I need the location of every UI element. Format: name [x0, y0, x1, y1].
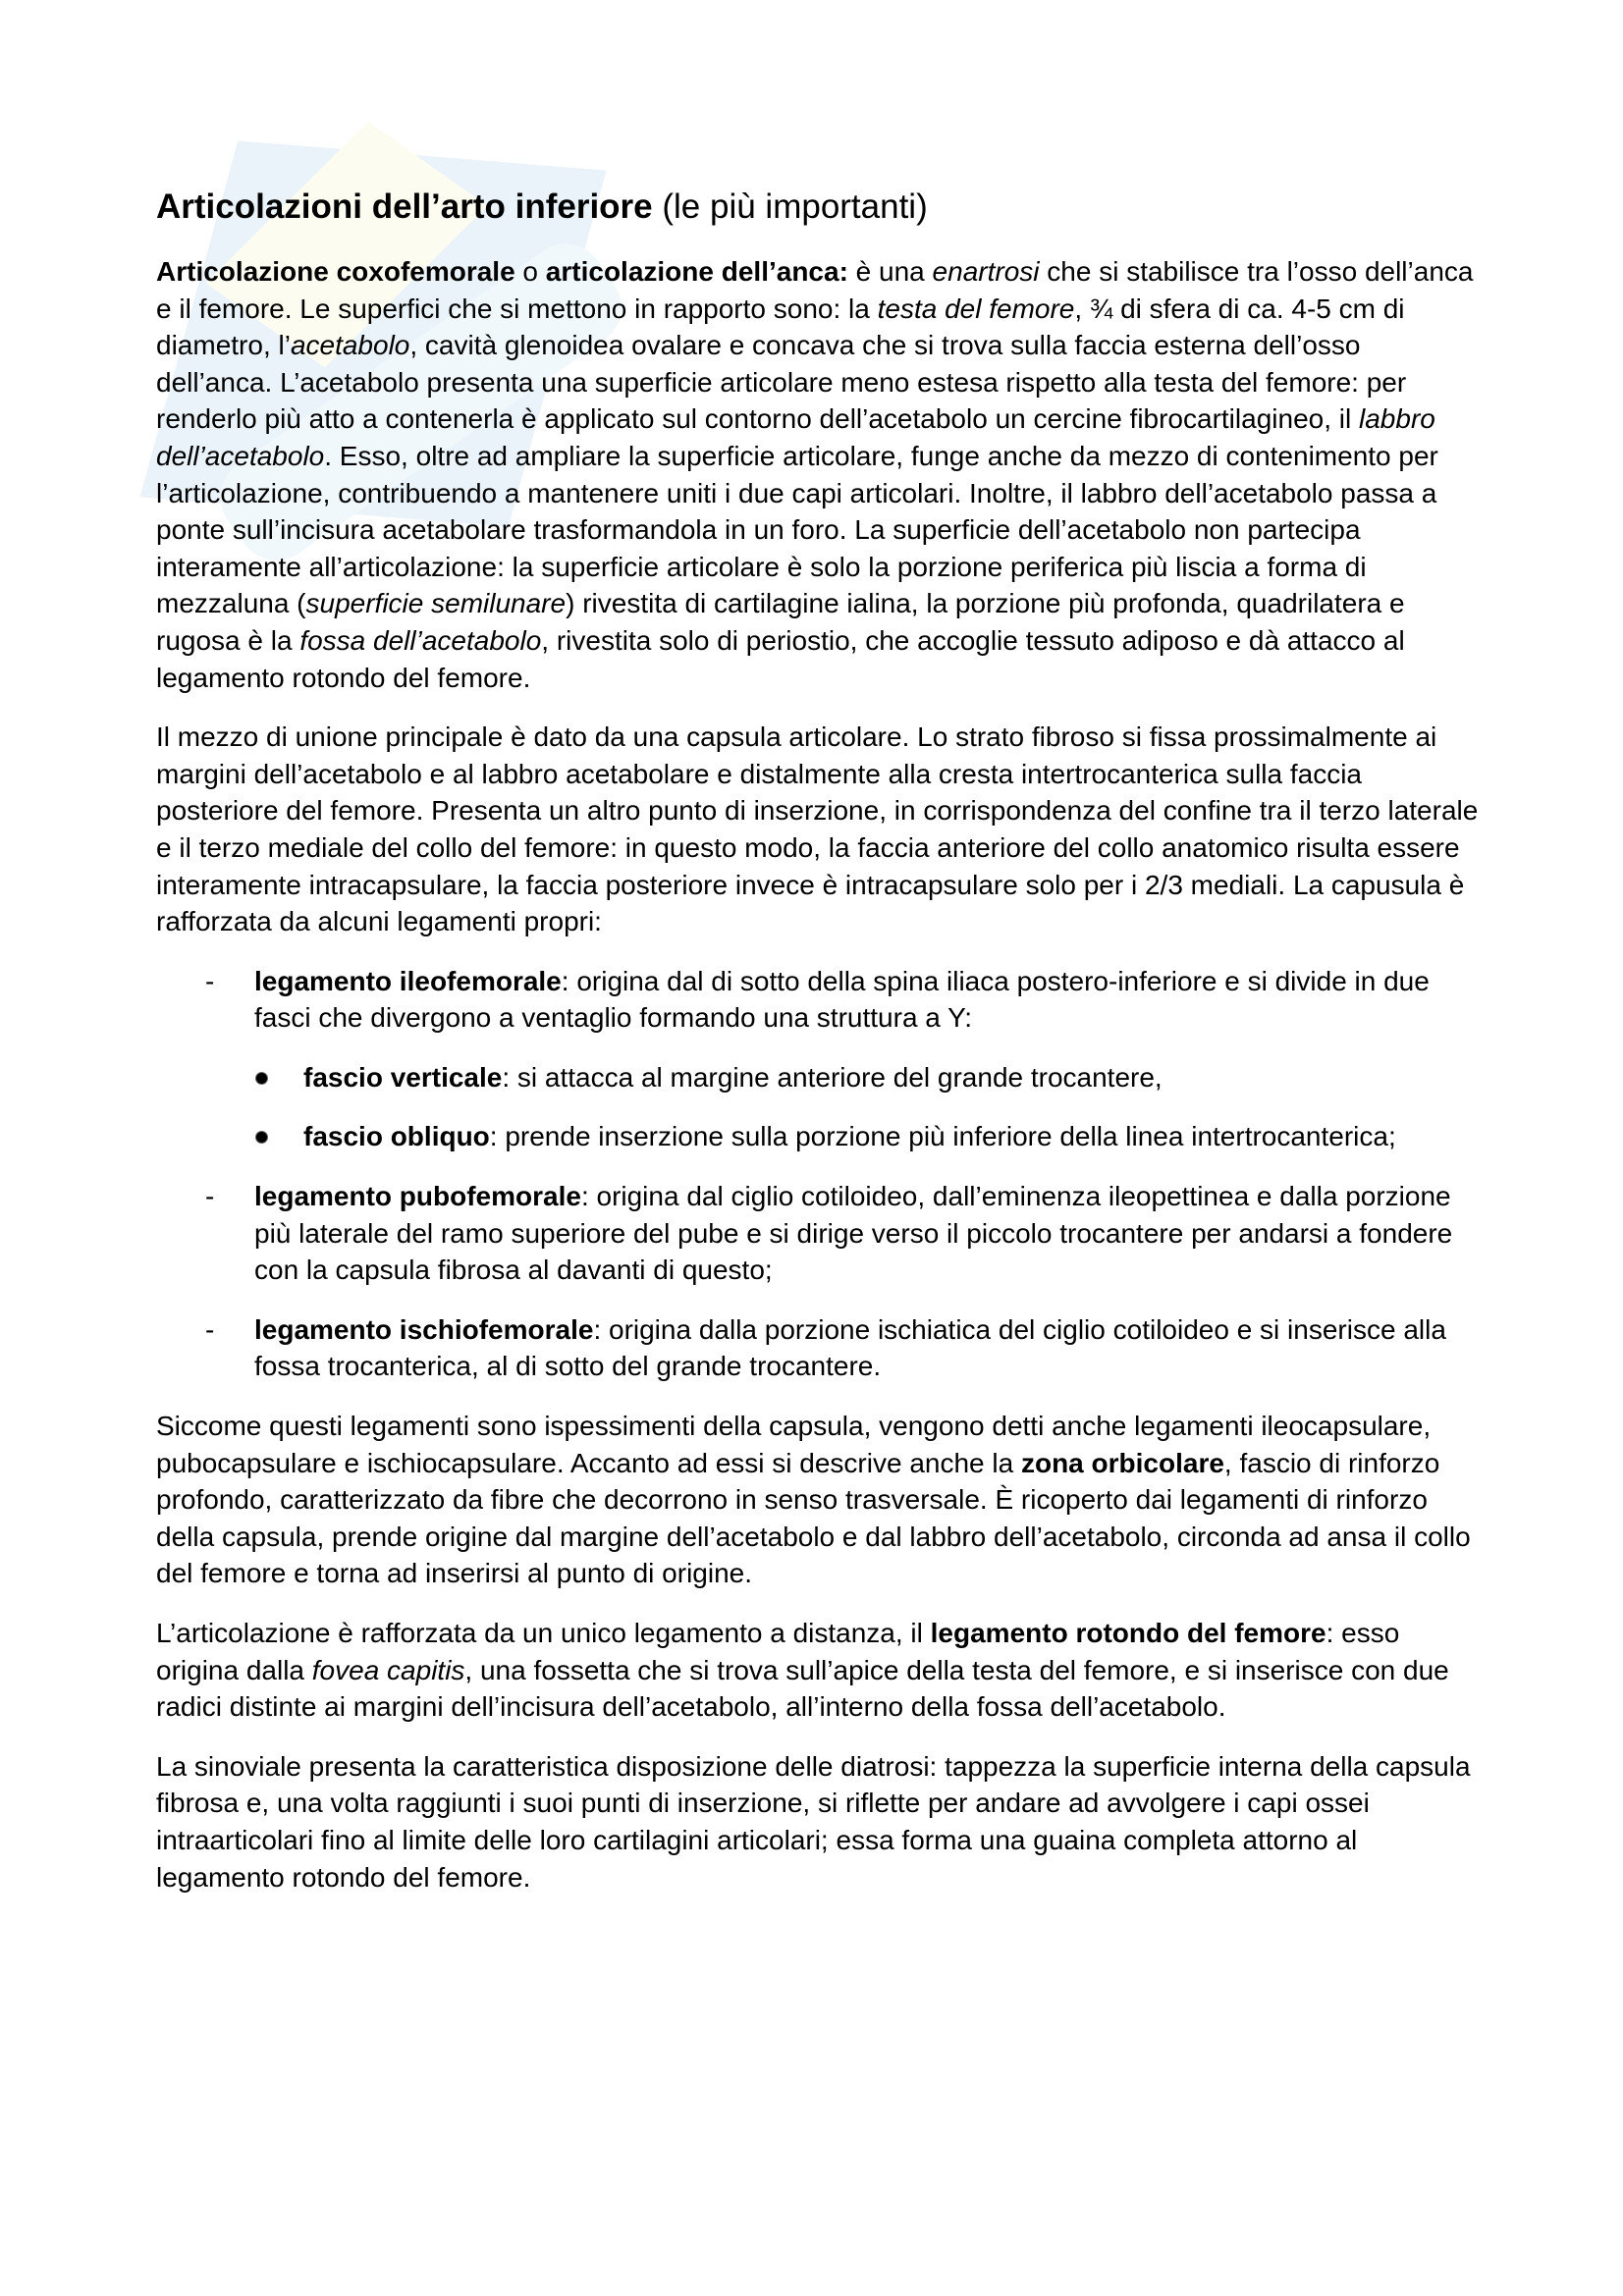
list-item-text [254, 1178, 1482, 1289]
ligament-list [156, 963, 1482, 1385]
term-bold: Articolazione coxofemorale [156, 256, 515, 287]
list-item [156, 1311, 1482, 1385]
term-bold: fascio verticale [303, 1061, 503, 1093]
text-run: : origina dalla porzione ischiatica del ciglio cotiloideo e si inserisce alla fossa trocanterica, al di sotto del grande trocantere. [254, 1313, 1446, 1382]
dash-marker: - [205, 965, 215, 996]
sub-list [254, 1059, 1482, 1155]
term-italic: superficie semilunare [305, 588, 567, 619]
list-item-text [254, 963, 1482, 1155]
term-bold: legamento pubofemorale [254, 1181, 581, 1212]
text-run: , una fossetta che si trova sull’apice della testa del femore, e si inserisce con due radici distinte ai margini dell’incisura dell’acetabolo, all’interno della fossa dell’acetabolo. [156, 1654, 1449, 1723]
term-italic: labbro dell’acetabolo [156, 403, 1435, 471]
term-bold: legamento ischiofemorale [254, 1313, 594, 1345]
document-page [156, 187, 1482, 1918]
text-run: : si attacca al margine anteriore del grande trocantere, [502, 1061, 1163, 1093]
text-run: : prende inserzione sulla porzione più inferiore della linea intertrocanterica; [489, 1121, 1396, 1152]
term-italic: acetabolo [290, 330, 410, 361]
text-run: , rivestita solo di periostio, che accoglie tessuto adiposo e dà attacco al legamento rotondo del femore. [156, 624, 1405, 693]
term-bold: legamento ileofemorale [254, 965, 562, 996]
sub-list-item-text [303, 1059, 1163, 1096]
text-run: , cavità glenoidea ovalare e concava che si trova sulla faccia esterna dell’osso dell’anca. L’acetabolo presenta una superficie articolare meno estesa rispetto alla testa del femore: per renderlo più atto a contenerla è applicato sul contorno dell’acetabolo un cercine fibrocartilagineo, il [156, 330, 1407, 435]
text-run: che si stabilisce tra l’osso dell’anca e il femore. Le superfici che si mettono in rapporto sono: la [156, 256, 1474, 324]
term-italic: enartrosi [932, 256, 1040, 287]
sub-list-item [254, 1118, 1482, 1155]
term-bold: legamento rotondo del femore [930, 1618, 1326, 1648]
text-run: L’articolazione è rafforzata da un unico legamento a distanza, il [156, 1618, 931, 1648]
text-run: o [514, 256, 546, 287]
paragraph-sinoviale: La sinoviale presenta la caratteristica disposizione delle diatrosi: tappezza la superficie interna della capsula fibrosa e, una volta raggiunti i suoi punti di inserzione, si riflette per andare ad avvolgere i capi ossei intraarticolari fino al limite delle loro cartilagini articolari; essa forma una guaina completa attorno al legamento rotondo del femore. [156, 1750, 1471, 1893]
text-run: , ¾ di sfera di ca. 4-5 cm di diametro, l’ [156, 293, 1405, 361]
sub-list-item [254, 1059, 1482, 1096]
text-run: è una [847, 256, 933, 287]
document-title [156, 187, 1482, 228]
list-item-text [254, 1311, 1482, 1385]
text-run: ) rivestita di cartilagine ialina, la porzione più profonda, quadrilatera e rugosa è la [156, 588, 1405, 656]
title-normal: (le più importanti) [652, 187, 928, 226]
bullet-icon [256, 1132, 267, 1143]
text-run: : esso origina dalla [156, 1618, 1400, 1685]
text-run: . Esso, oltre ad ampliare la superficie articolare, funge anche da mezzo di contenimento per l’articolazione, contribuendo a mantenere uniti i due capi articolari. Inoltre, il labbro dell’acetabolo passa a ponte sull’incisura acetabolare trasformandola in un foro. La superficie dell’acetabolo non partecipa interamente all’articolazione: la superficie articolare è solo la porzione periferica più liscia a forma di mezzaluna ( [156, 440, 1438, 619]
text-run: , fascio di rinforzo profondo, caratterizzato da fibre che decorrono in senso trasversale. È ricoperto dai legamenti di rinforzo della capsula, prende origine dal margine dell’acetabolo e dal labbro dell’acetabolo, circonda ad ansa il collo del femore e torna ad inserirsi al punto di origine. [156, 1447, 1471, 1589]
list-item [156, 1178, 1482, 1289]
bullet-marker [254, 1059, 303, 1096]
paragraph-legamento-rotondo [156, 1615, 1482, 1726]
term-italic: fossa dell’acetabolo [299, 624, 542, 656]
sub-list-item-text [303, 1118, 1396, 1155]
term-italic: fovea capitis [311, 1654, 465, 1685]
text-run: : origina dal ciglio cotiloideo, dall’eminenza ileopettinea e dalla porzione più laterale del ramo superiore del pube e si dirige verso il piccolo trocantere per andarsi a fondere con la capsula fibrosa al davanti di questo; [254, 1181, 1453, 1286]
text-run: Siccome questi legamenti sono ispessimenti della capsula, vengono detti anche legamenti ileocapsulare, pubocapsulare e ischiocapsulare. Accanto ad essi si descrive anche la [156, 1411, 1432, 1478]
bullet-marker [254, 1118, 303, 1155]
term-bold: articolazione dell’anca: [545, 256, 848, 287]
title-bold: Articolazioni dell’arto inferiore [156, 187, 653, 226]
term-bold: fascio obliquo [303, 1121, 490, 1152]
paragraph-capsula: Il mezzo di unione principale è dato da una capsula articolare. Lo strato fibroso si fissa prossimalmente ai margini dell’acetabolo e al labbro acetabolare e distalmente alla cresta intertrocanterica sulla faccia posteriore del femore. Presenta un altro punto di inserzione, in corrispondenza del confine tra il terzo laterale e il terzo mediale del collo del femore: in questo modo, la faccia anteriore del collo anatomico risulta essere interamente intracapsulare, la faccia posteriore invece è intracapsulare solo per i 2/3 mediali. La capusula è rafforzata da alcuni legamenti propri: [156, 721, 1479, 937]
list-item [156, 963, 1482, 1155]
term-italic: testa del femore [877, 293, 1075, 324]
text-run: : origina dal di sotto della spina iliaca postero-inferiore e si divide in due fasci che divergono a ventaglio formando una struttura a Y: [254, 965, 1430, 1034]
paragraph-coxofemorale [156, 253, 1482, 696]
dash-marker: - [205, 1181, 215, 1212]
dash-marker: - [205, 1313, 215, 1345]
term-bold: zona orbicolare [1020, 1447, 1224, 1478]
paragraph-zona-orbicolare [156, 1408, 1482, 1592]
bullet-icon [256, 1073, 267, 1084]
